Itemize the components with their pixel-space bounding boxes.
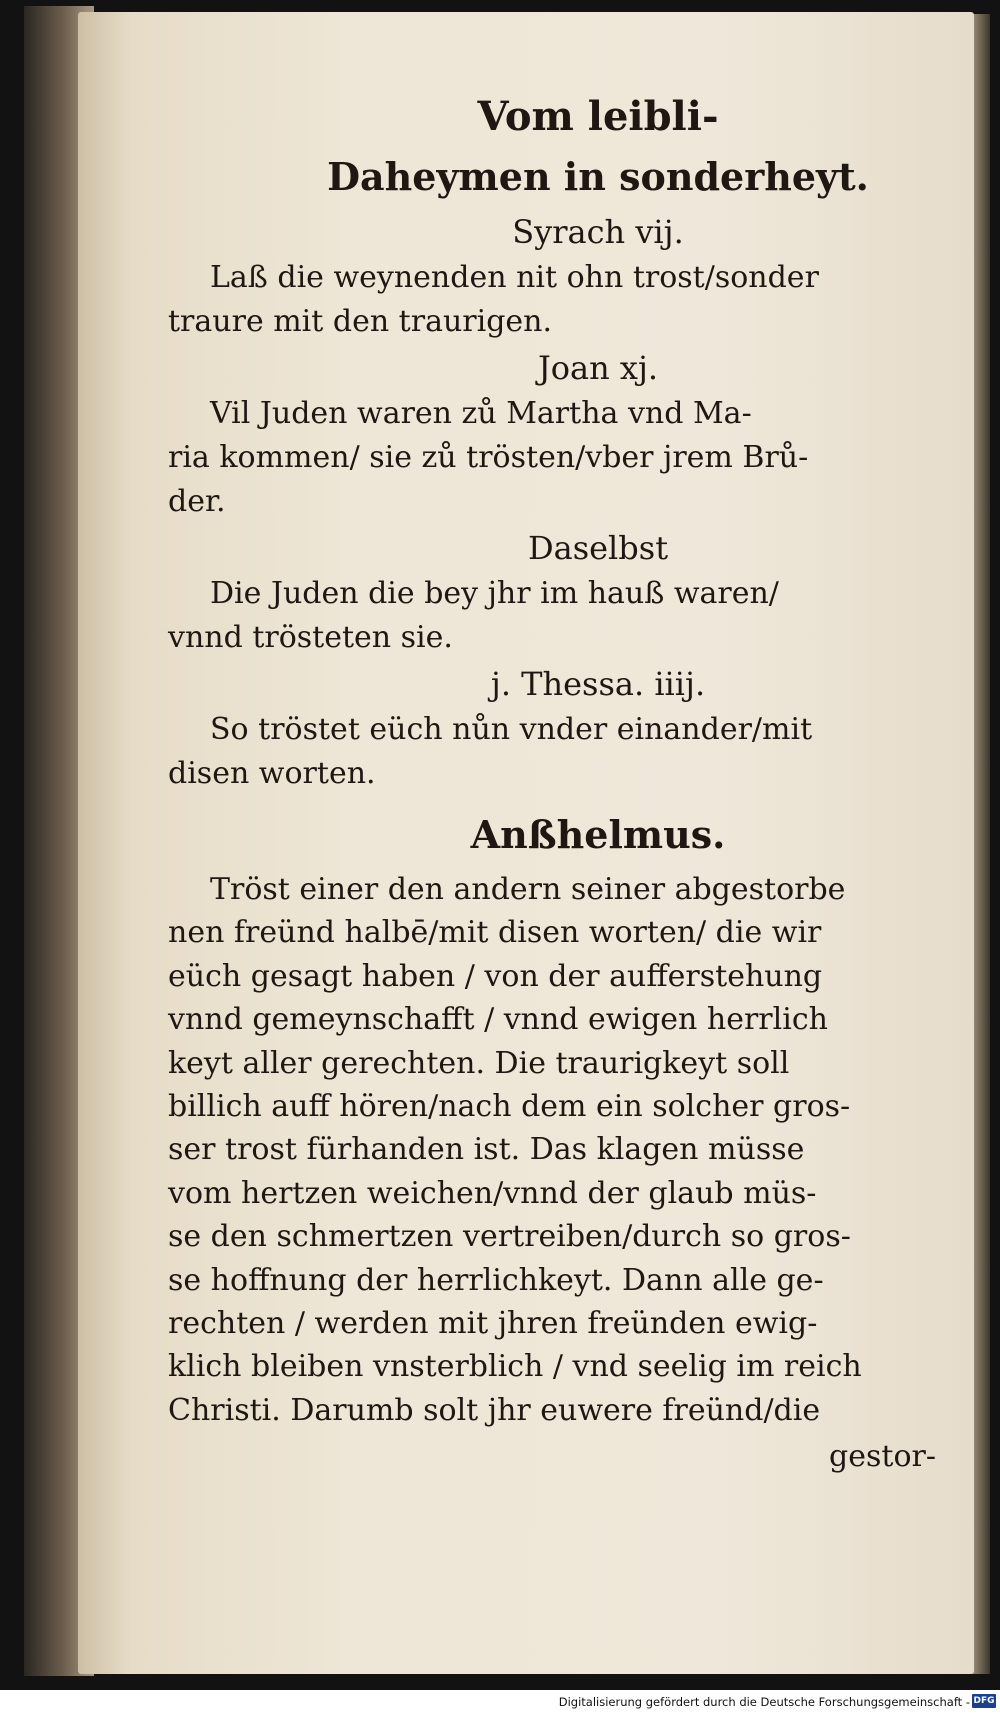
- running-head: Vom leibli-: [477, 93, 719, 140]
- text-line: se den schmertzen vertreiben/durch so gros-: [168, 1219, 851, 1255]
- page-text: [168, 88, 948, 1482]
- scripture-quote: [168, 708, 948, 796]
- text-line: rechten / werden mit jhren freünden ewig-: [168, 1305, 818, 1341]
- text-line: der.: [168, 484, 226, 519]
- text-line: klich bleiben vnsterblich / vnd seelig im reich: [168, 1349, 862, 1385]
- dfg-logo: DFG: [973, 1696, 995, 1706]
- scripture-reference: j. Thessa. iiij.: [490, 665, 706, 703]
- scripture-reference: Joan xj.: [537, 349, 659, 387]
- scripture-reference: Syrach vij.: [512, 213, 684, 251]
- text-line: ria kommen/ sie zů trösten/vber jrem Brů-: [168, 440, 809, 475]
- text-line: So tröstet eüch nůn vnder einander/mit: [210, 712, 813, 747]
- text-line: Christi. Darumb solt jhr euwere freünd/die: [168, 1392, 821, 1428]
- text-line: ser trost fürhanden ist. Das klagen müsse: [168, 1132, 805, 1168]
- funding-credit: Digitalisierung gefördert durch die Deutsche Forschungsgemeinschaft -: [558, 1695, 970, 1709]
- text-line: billich auff hören/nach dem ein solcher gros-: [168, 1088, 851, 1124]
- page-heading: Daheymen in sonderheyt.: [327, 154, 869, 199]
- text-line: nen freünd halbē/mit disen worten/ die wir: [168, 915, 822, 951]
- catchword: gestor-: [829, 1439, 936, 1475]
- text-line: Die Juden die bey jhr im hauß waren/: [210, 576, 779, 611]
- text-line: vnnd trösteten sie.: [168, 620, 453, 655]
- text-line: disen worten.: [168, 756, 376, 791]
- page-edge: [972, 14, 990, 1674]
- text-line: vnnd gemeynschafft / vnnd ewigen herrlich: [168, 1002, 828, 1038]
- text-line: vom hertzen weichen/vnnd der glaub müs-: [168, 1175, 817, 1211]
- footer-bar: [0, 1690, 1000, 1718]
- text-line: traure mit den traurigen.: [168, 304, 553, 339]
- scripture-quote: [168, 572, 948, 660]
- text-line: keyt aller gerechten. Die traurigkeyt soll: [168, 1045, 790, 1081]
- section-title: Anßhelmus.: [470, 812, 726, 857]
- text-line: Tröst einer den andern seiner abgestorbe: [210, 872, 846, 907]
- text-line: eüch gesagt haben / von der aufferstehung: [168, 958, 823, 994]
- scripture-quote: [168, 256, 948, 344]
- text-line: Laß die weynenden nit ohn trost/sonder: [210, 260, 819, 295]
- text-line: Vil Juden waren zů Martha vnd Ma-: [210, 396, 752, 431]
- scripture-reference: Daselbst: [527, 529, 669, 567]
- scripture-quote: [168, 392, 948, 524]
- body-paragraph: [168, 868, 948, 1432]
- text-line: se hoffnung der herrlichkeyt. Dann alle ge-: [168, 1262, 824, 1298]
